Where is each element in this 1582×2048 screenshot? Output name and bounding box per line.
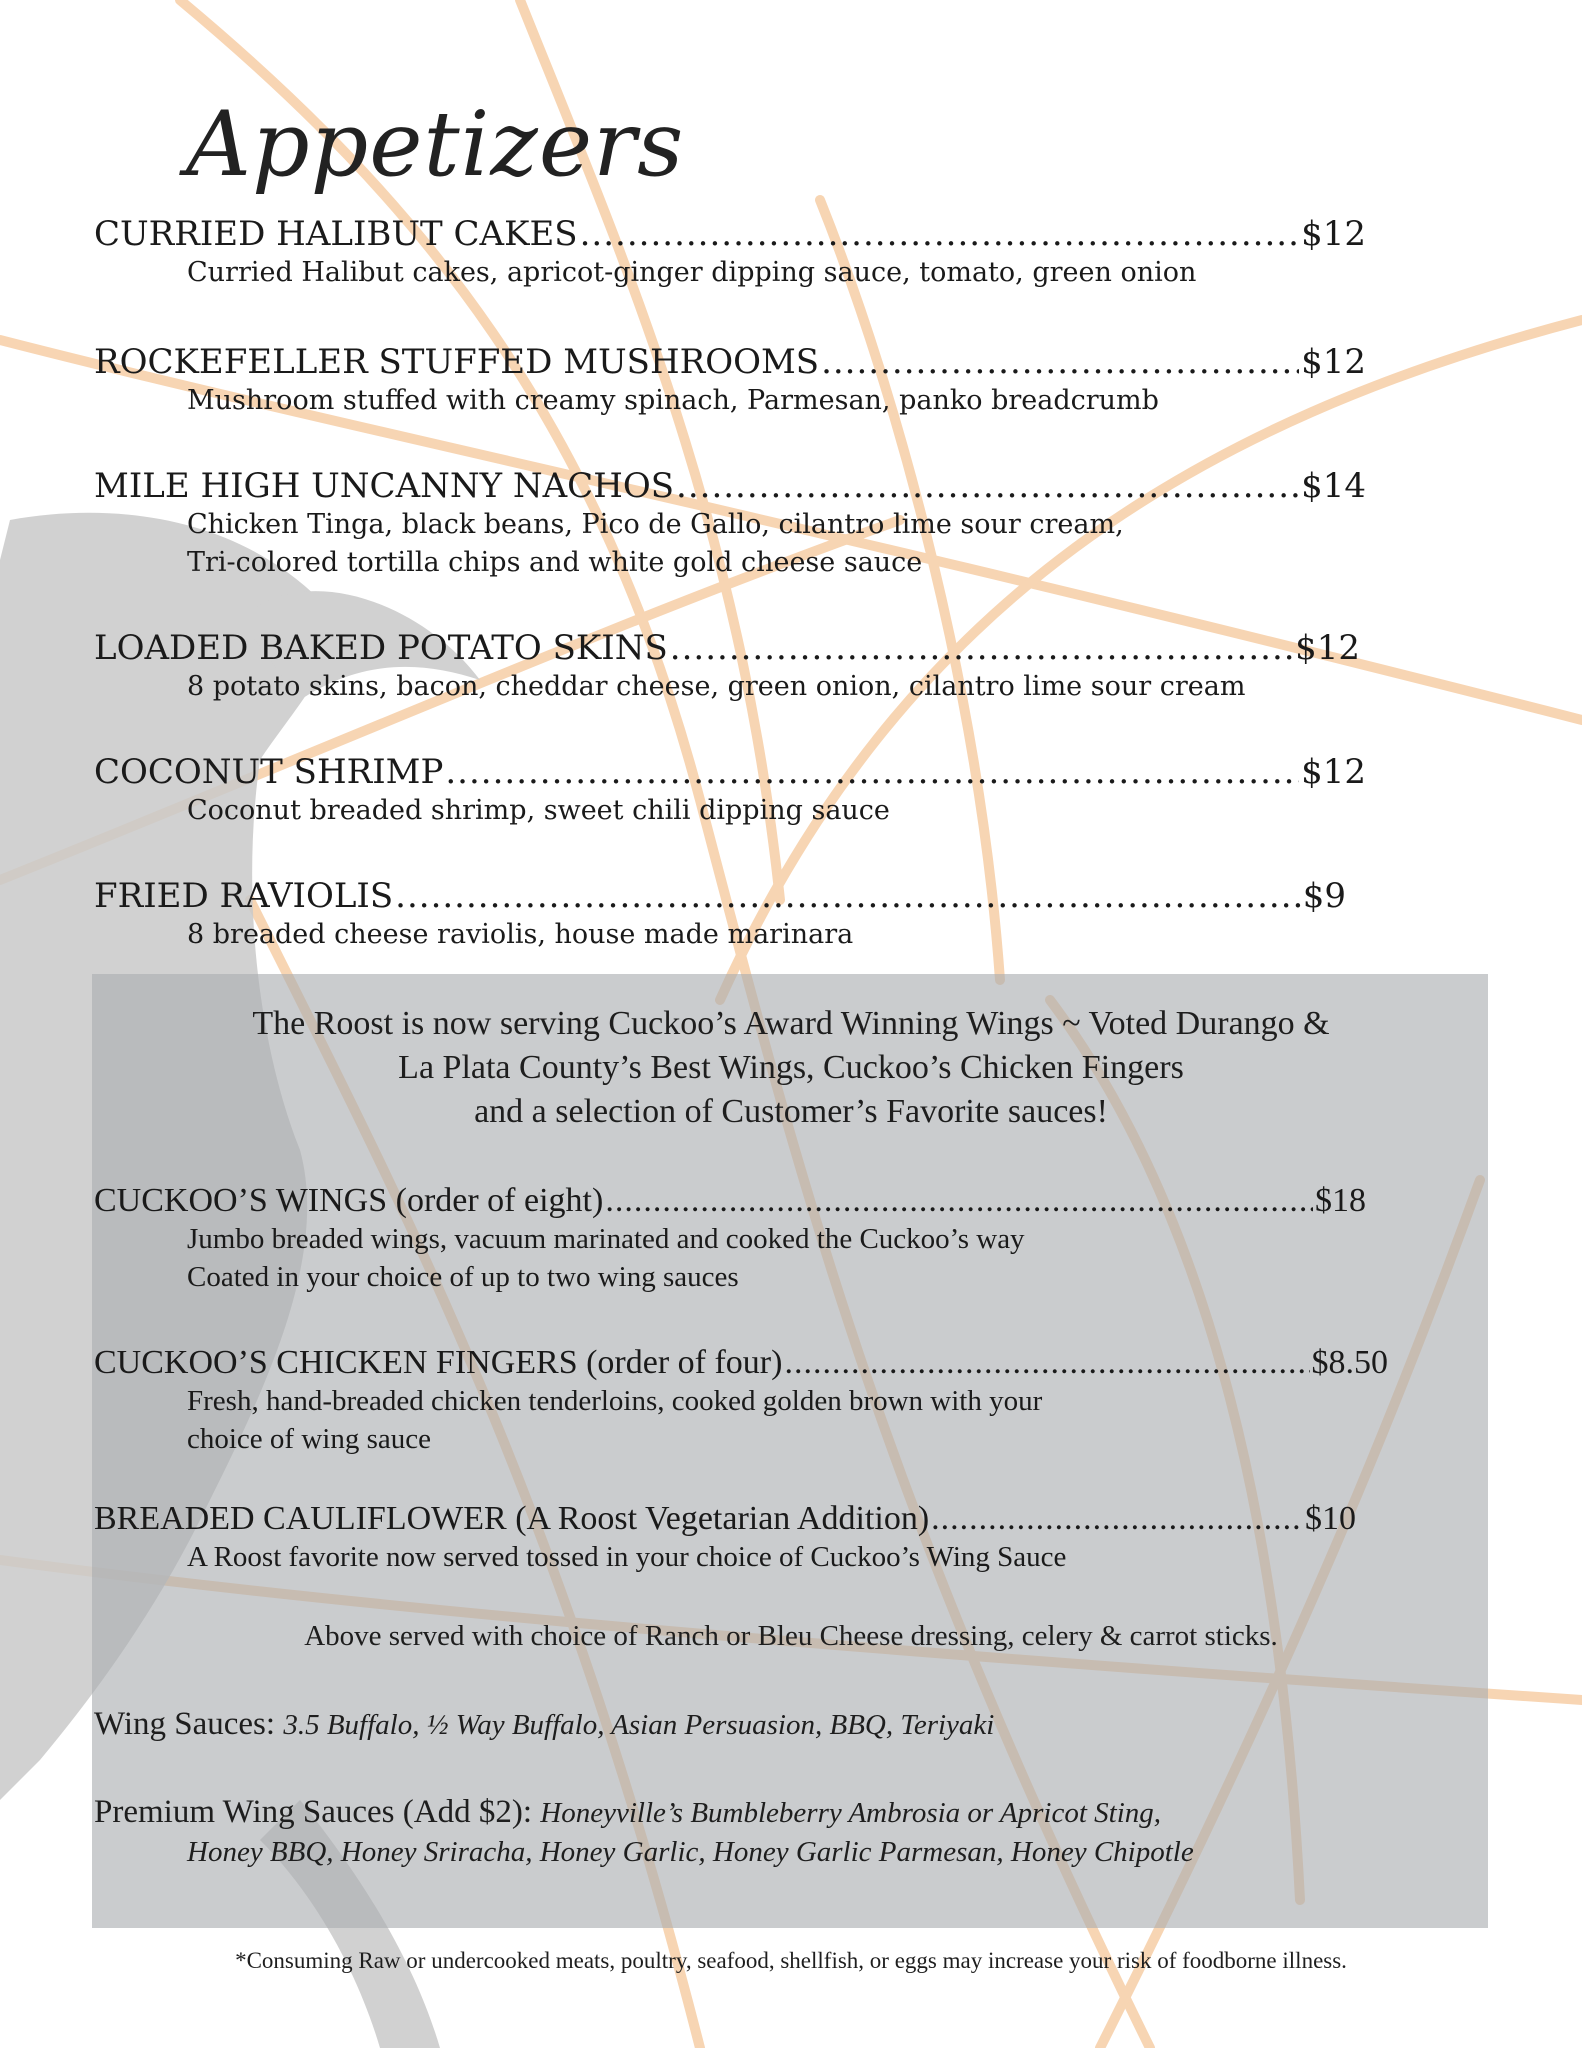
- item-name: CUCKOO’S CHICKEN FINGERS (order of four): [94, 1344, 783, 1381]
- menu-item: [94, 1344, 1388, 1458]
- menu-item: [94, 628, 1360, 706]
- dot-leader: [676, 466, 1299, 506]
- item-description: A Roost favorite now served tossed in your choice of Cuckoo’s Wing Sauce: [187, 1541, 1067, 1573]
- item-description: Chicken Tinga, black beans, Pico de Gallo, cilantro lime sour cream,: [187, 509, 1124, 540]
- item-description: 8 breaded cheese raviolis, house made marinara: [187, 919, 854, 950]
- menu-item: [94, 876, 1346, 954]
- menu-item: [94, 1182, 1366, 1296]
- item-name: LOADED BAKED POTATO SKINS: [94, 628, 668, 668]
- item-description: Curried Halibut cakes, apricot-ginger dipping sauce, tomato, green onion: [187, 257, 1197, 288]
- item-price: $9: [1302, 876, 1346, 916]
- menu-item: [94, 752, 1366, 830]
- promo-line: La Plata County’s Best Wings, Cuckoo’s Chicken Fingers: [398, 1049, 1184, 1086]
- item-name: BREADED CAULIFLOWER (A Roost Vegetarian Addition): [94, 1500, 930, 1537]
- premium-wing-sauces: [94, 1794, 1161, 1831]
- item-price: $18: [1315, 1182, 1366, 1219]
- premium-sauces-list-continued: Honey BBQ, Honey Sriracha, Honey Garlic, Honey Garlic Parmesan, Honey Chipotle: [187, 1836, 1194, 1868]
- served-with-note: Above served with choice of Ranch or Bleu Cheese dressing, celery & carrot sticks.: [304, 1620, 1278, 1652]
- wing-sauces-label: Wing Sauces:: [94, 1706, 276, 1742]
- item-name: MILE HIGH UNCANNY NACHOS: [94, 466, 675, 506]
- dot-leader: [821, 342, 1299, 382]
- promo-line: The Roost is now serving Cuckoo’s Award Winning Wings ~ Voted Durango &: [252, 1005, 1330, 1042]
- item-price: $12: [1295, 628, 1360, 668]
- item-description: Jumbo breaded wings, vacuum marinated and cooked the Cuckoo’s way: [187, 1223, 1025, 1255]
- item-name: COCONUT SHRIMP: [94, 752, 444, 792]
- premium-sauces-label: Premium Wing Sauces (Add $2):: [94, 1794, 533, 1830]
- item-price: $12: [1301, 214, 1366, 254]
- item-name: CURRIED HALIBUT CAKES: [94, 214, 578, 254]
- dot-leader: [784, 1344, 1309, 1382]
- item-description: choice of wing sauce: [187, 1423, 431, 1455]
- item-name: ROCKEFELLER STUFFED MUSHROOMS: [94, 342, 820, 382]
- item-description: Tri-colored tortilla chips and white gold cheese sauce: [187, 547, 923, 578]
- dot-leader: [395, 876, 1301, 916]
- foodborne-illness-disclaimer: *Consuming Raw or undercooked meats, poultry, seafood, shellfish, or eggs may increase your risk of foodborne illness.: [235, 1948, 1347, 1973]
- promo-line: and a selection of Customer’s Favorite sauces!: [474, 1093, 1108, 1130]
- page-title: Appetizers: [186, 92, 685, 197]
- dot-leader: [931, 1500, 1303, 1538]
- dot-leader: [445, 752, 1299, 792]
- dot-leader: [670, 628, 1293, 668]
- item-price: $12: [1301, 752, 1366, 792]
- premium-sauces-list: Honeyville’s Bumbleberry Ambrosia or Apricot Sting,: [540, 1797, 1162, 1829]
- item-price: $12: [1301, 342, 1366, 382]
- promo-text: [0, 1002, 1582, 1134]
- menu-item: [94, 1500, 1356, 1576]
- item-price: $10: [1305, 1500, 1356, 1537]
- item-name: FRIED RAVIOLIS: [94, 876, 394, 916]
- wing-sauces: [94, 1706, 994, 1743]
- item-description: Coated in your choice of up to two wing sauces: [187, 1261, 739, 1293]
- item-price: $14: [1301, 466, 1366, 506]
- item-description: 8 potato skins, bacon, cheddar cheese, green onion, cilantro lime sour cream: [187, 671, 1246, 702]
- dot-leader: [580, 214, 1299, 254]
- menu-item: [94, 466, 1366, 582]
- menu-item: [94, 214, 1366, 292]
- wing-sauces-list: 3.5 Buffalo, ½ Way Buffalo, Asian Persuasion, BBQ, Teriyaki: [283, 1709, 995, 1741]
- item-price: $8.50: [1311, 1344, 1388, 1381]
- item-description: Coconut breaded shrimp, sweet chili dipping sauce: [187, 795, 890, 826]
- menu-item: [94, 342, 1366, 420]
- item-name: CUCKOO’S WINGS (order of eight): [94, 1182, 604, 1219]
- dot-leader: [605, 1182, 1313, 1220]
- item-description: Fresh, hand-breaded chicken tenderloins, cooked golden brown with your: [187, 1385, 1043, 1417]
- item-description: Mushroom stuffed with creamy spinach, Parmesan, panko breadcrumb: [187, 385, 1159, 416]
